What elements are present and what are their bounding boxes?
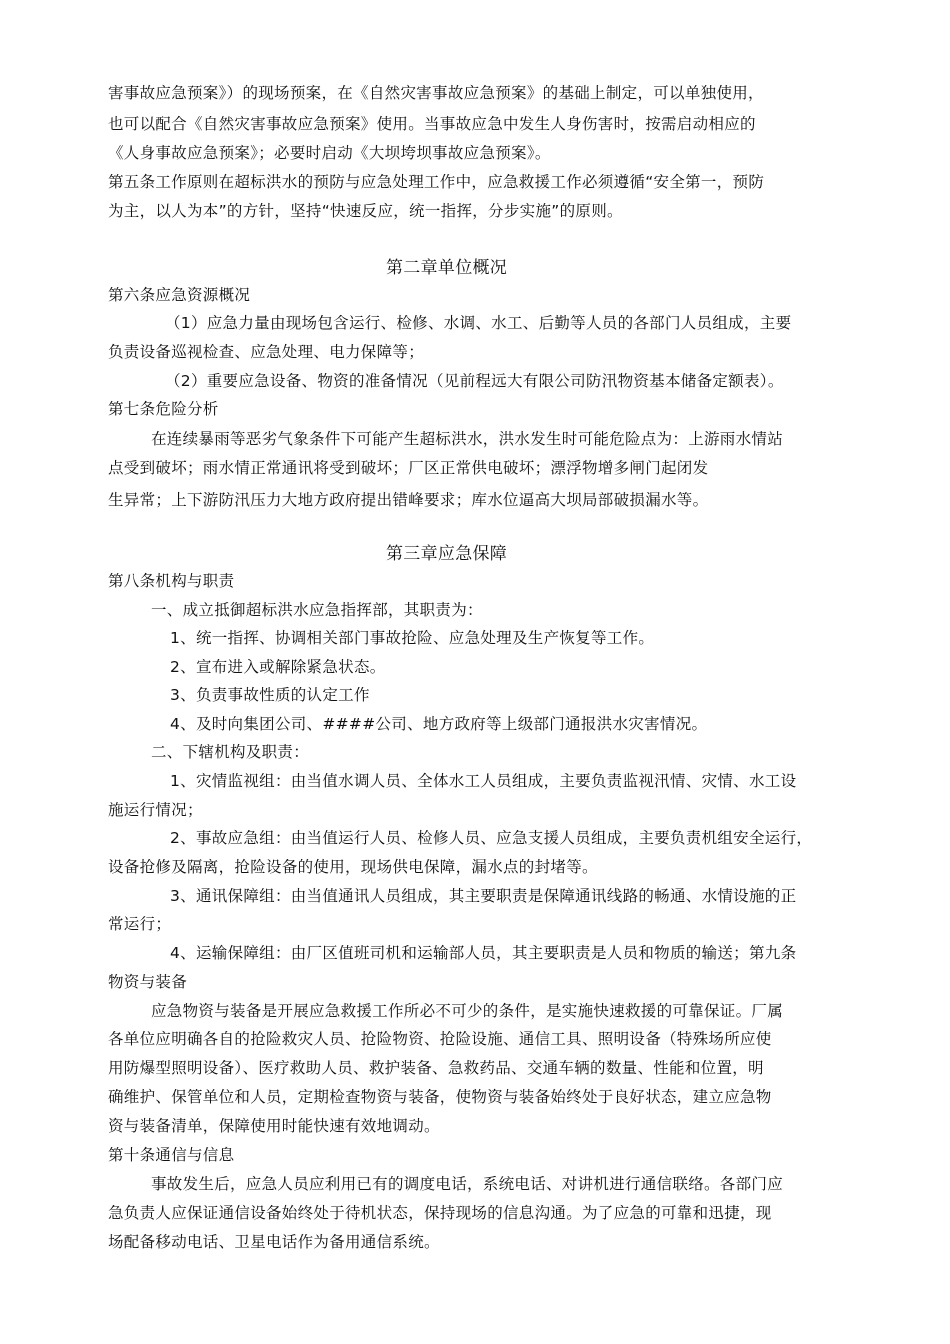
body-line: 资与装备清单，保障使用时能快速有效地调动。 [108, 1117, 440, 1135]
body-line: 用防爆型照明设备）、医疗救助人员、救护装备、急救药品、交通车辆的数量、性能和位置，明 [108, 1059, 764, 1077]
body-line: 2、宣布进入或解除紧急状态。 [170, 658, 386, 676]
body-line: 确维护、保管单位和人员，定期检查物资与装备，使物资与装备始终处于良好状态，建立应急物 [108, 1088, 772, 1106]
body-line: 1、灾情监视组：由当值水调人员、全体水工人员组成，主要负责监视汛情、灾情、水工设 [170, 772, 797, 790]
body-line: 应急物资与装备是开展应急救援工作所必不可少的条件，是实施快速救援的可靠保证。厂属 [151, 1002, 784, 1020]
body-line: 害事故应急预案》）的现场预案，在《自然灾害事故应急预案》的基础上制定，可以单独使用， [108, 84, 764, 102]
body-line: 常运行； [108, 915, 172, 933]
body-line: 生异常；上下游防汛压力大地方政府提出错峰要求；库水位逼高大坝局部破损漏水等。 [108, 491, 709, 509]
body-line: 事故发生后，应急人员应利用已有的调度电话，系统电话、对讲机进行通信联络。各部门应 [151, 1175, 784, 1193]
body-line: 2、事故应急组：由当值运行人员、检修人员、应急支援人员组成，主要负责机组安全运行， [170, 829, 813, 847]
chapter-2-title: 第二章单位概况 [386, 258, 508, 278]
body-line: 设备抢修及隔离，抢险设备的使用，现场供电保障，漏水点的封堵等。 [108, 858, 598, 876]
article-9-heading: 物资与装备 [108, 973, 188, 991]
body-line: 《人身事故应急预案》；必要时启动《大坝垮坝事故应急预案》。 [108, 144, 551, 162]
body-line: 施运行情况； [108, 801, 203, 819]
body-line: 二、下辖机构及职责： [151, 743, 310, 761]
body-line: 4、及时向集团公司、####公司、地方政府等上级部门通报洪水灾害情况。 [170, 715, 708, 733]
body-line: 3、负责事故性质的认定工作 [170, 686, 370, 704]
body-line: 在连续暴雨等恶劣气象条件下可能产生超标洪水，洪水发生时可能危险点为：上游雨水情站 [151, 430, 784, 448]
article-6-heading: 第六条应急资源概况 [108, 286, 251, 304]
article-5-heading: 第五条工作原则在超标洪水的预防与应急处理工作中，应急救援工作必须遵循“安全第一，预防 [108, 173, 765, 191]
body-line: 1、统一指挥、协调相关部门事故抢险、应急处理及生产恢复等工作。 [170, 629, 655, 647]
chapter-3-title: 第三章应急保障 [386, 544, 508, 564]
body-line: 场配备移动电话、卫星电话作为备用通信系统。 [108, 1233, 440, 1251]
body-line: 4、运输保障组：由厂区值班司机和运输部人员，其主要职责是人员和物质的输送；第九条 [170, 944, 797, 962]
body-line: 各单位应明确各自的抢险救灾人员、抢险物资、抢险设施、通信工具、照明设备（特殊场所应使 [108, 1030, 772, 1048]
body-line: 一、成立抵御超标洪水应急指挥部，其职责为： [151, 601, 483, 619]
article-8-heading: 第八条机构与职责 [108, 572, 235, 590]
article-10-heading: 第十条通信与信息 [108, 1146, 235, 1164]
article-7-heading: 第七条危险分析 [108, 400, 219, 418]
body-line: 急负责人应保证通信设备始终处于待机状态，保持现场的信息沟通。为了应急的可靠和迅捷，现 [108, 1204, 772, 1222]
body-line: 负责设备巡视检查、应急处理、电力保障等； [108, 343, 425, 361]
body-line: 也可以配合《自然灾害事故应急预案》使用。当事故应急中发生人身伤害时，按需启动相应的 [108, 115, 756, 133]
body-line: 为主，以人为本”的方针，坚持“快速反应，统一指挥，分步实施”的原则。 [108, 202, 623, 220]
body-line: （1）应急力量由现场包含运行、检修、水调、水工、后勤等人员的各部门人员组成，主要 [165, 314, 792, 332]
body-line: 3、通讯保障组：由当值通讯人员组成，其主要职责是保障通讯线路的畅通、水情设施的正 [170, 887, 797, 905]
body-line: （2）重要应急设备、物资的准备情况（见前程远大有限公司防汛物资基本储备定额表）。 [165, 372, 784, 390]
body-line: 点受到破坏；雨水情正常通讯将受到破坏；厂区正常供电破坏；漂浮物增多闸门起闭发 [108, 459, 709, 477]
